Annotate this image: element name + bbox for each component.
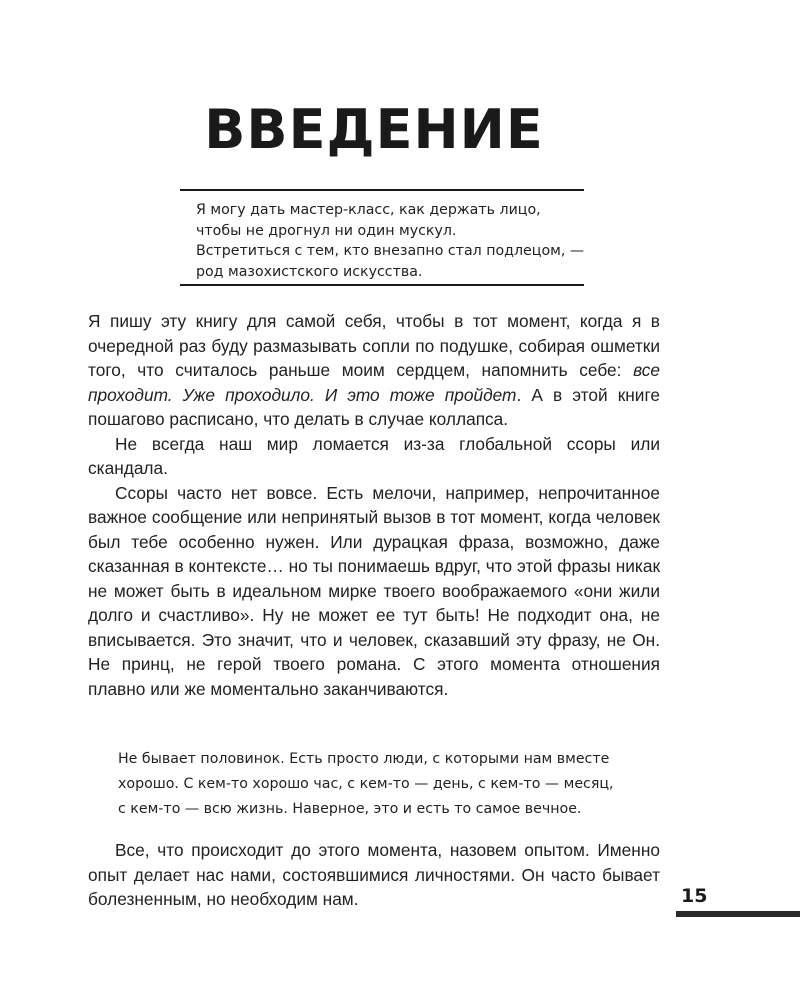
epigraph-line: Встретиться с тем, кто внезапно стал подлецом, — <box>196 243 585 259</box>
page-number: 15 <box>681 885 708 907</box>
quote-line: Не бывает половинок. Есть просто люди, с которыми нам вместе <box>118 751 610 767</box>
paragraph-3: Ссоры часто нет вовсе. Есть мелочи, например, непрочитанное важное сообщение или непринятый вызов в тот момент, когда человек был тебе особенно нужен. Или дурацкая фраза, возможно, даже сказанная в контексте… но ты понимаешь вдруг, что этой фразы никак не может быть в идеальном мирке твоего воображаемого «они жили долго и счастливо». Ну не может ее тут быть! Не подходит она, не вписывается. Это значит, что и человек, сказавший эту фразу, не Он. Не принц, не герой твоего романа. С этого момента отношения плавно или же моментально заканчиваются. <box>88 482 660 699</box>
paragraph-4: Все, что происходит до этого момента, назовем опытом. Именно опыт делает нас нами, состоявшимися личностями. Он часто бывает болезненным, но необходим нам. <box>88 840 660 909</box>
paragraph-1 <box>88 309 660 432</box>
body-text-continued <box>88 838 660 912</box>
epigraph-line: Я могу дать мастер-класс, как держать лицо, <box>196 202 541 218</box>
paragraph-1-italic: все проходит. Уже проходило. И это тоже пройдет <box>88 360 660 405</box>
epigraph <box>196 200 586 282</box>
epigraph-bottom-rule <box>180 284 584 286</box>
epigraph-line: чтобы не дрогнул ни один мускул. <box>196 222 457 239</box>
paragraph-2: Не всегда наш мир ломается из-за глобальной ссоры или скандала. <box>88 433 660 478</box>
paragraph-1-start: Я пишу эту книгу для самой себя, чтобы в тот момент, когда я в очередной раз буду размазывать сопли по подушке, собирая ошметки того, что считалось раньше моим сердцем, напомнить себе: <box>88 311 660 380</box>
page-number-bar <box>676 911 800 917</box>
chapter-title: ВВЕДЕНИЕ <box>204 98 544 161</box>
epigraph-line: род мазохистского искусства. <box>196 263 423 280</box>
quote-line: хорошо. С кем-то хорошо час, с кем-то — день, с кем-то — месяц, <box>118 776 614 792</box>
pull-quote <box>118 747 678 822</box>
quote-line: с кем-то — всю жизнь. Наверное, это и есть то самое вечное. <box>118 801 582 817</box>
epigraph-top-rule <box>180 189 584 191</box>
paragraph-1-end: . А в этой книге пошагово расписано, что делать в случае коллапса. <box>88 384 660 429</box>
body-text <box>88 309 660 701</box>
